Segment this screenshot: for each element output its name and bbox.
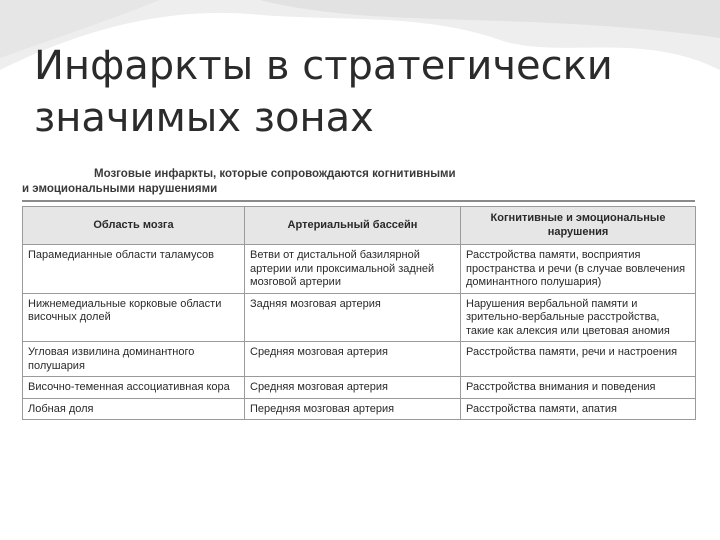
table-row	[23, 398, 696, 420]
cell-arterial-basin: Средняя мозговая артерия	[245, 377, 461, 399]
cell-brain-area: Угловая извилина доминантного полушария	[23, 342, 245, 377]
table-row	[23, 293, 696, 342]
header-impairments: Когнитивные и эмоциональные нарушения	[461, 207, 696, 245]
table-row	[23, 377, 696, 399]
slide-title	[34, 40, 694, 144]
infarct-table	[22, 206, 696, 420]
cell-arterial-basin: Средняя мозговая артерия	[245, 342, 461, 377]
slide-title-line-2: значимых зонах	[34, 95, 374, 141]
cell-arterial-basin: Ветви от дистальной базилярной артерии или проксимальной задней мозговой артерии	[245, 245, 461, 294]
cell-brain-area: Нижнемедиальные корковые области височных долей	[23, 293, 245, 342]
slide-title-line-1: Инфаркты в стратегически	[34, 43, 613, 89]
table-header-row	[23, 207, 696, 245]
table-row	[23, 342, 696, 377]
cell-impairments: Расстройства памяти, апатия	[461, 398, 696, 420]
table-caption-line-2: и эмоциональными нарушениями	[22, 183, 218, 195]
cell-impairments: Расстройства памяти, восприятия пространства и речи (в случае вовлечения доминантного полушария)	[461, 245, 696, 294]
cell-arterial-basin: Задняя мозговая артерия	[245, 293, 461, 342]
cell-impairments: Расстройства внимания и поведения	[461, 377, 696, 399]
cell-impairments: Нарушения вербальной памяти и зрительно-вербальные расстройства, такие как алексия или цветовая аномия	[461, 293, 696, 342]
cell-brain-area: Лобная доля	[23, 398, 245, 420]
cell-arterial-basin: Передняя мозговая артерия	[245, 398, 461, 420]
cell-brain-area: Парамедианные области таламусов	[23, 245, 245, 294]
cell-impairments: Расстройства памяти, речи и настроения	[461, 342, 696, 377]
table-caption-line-1: Мозговые инфаркты, которые сопровождаются когнитивными	[94, 168, 456, 180]
header-arterial-basin: Артериальный бассейн	[245, 207, 461, 245]
cell-brain-area: Височно-теменная ассоциативная кора	[23, 377, 245, 399]
table-caption	[22, 167, 702, 197]
caption-divider	[22, 200, 695, 202]
header-brain-area: Область мозга	[23, 207, 245, 245]
table-row	[23, 245, 696, 294]
